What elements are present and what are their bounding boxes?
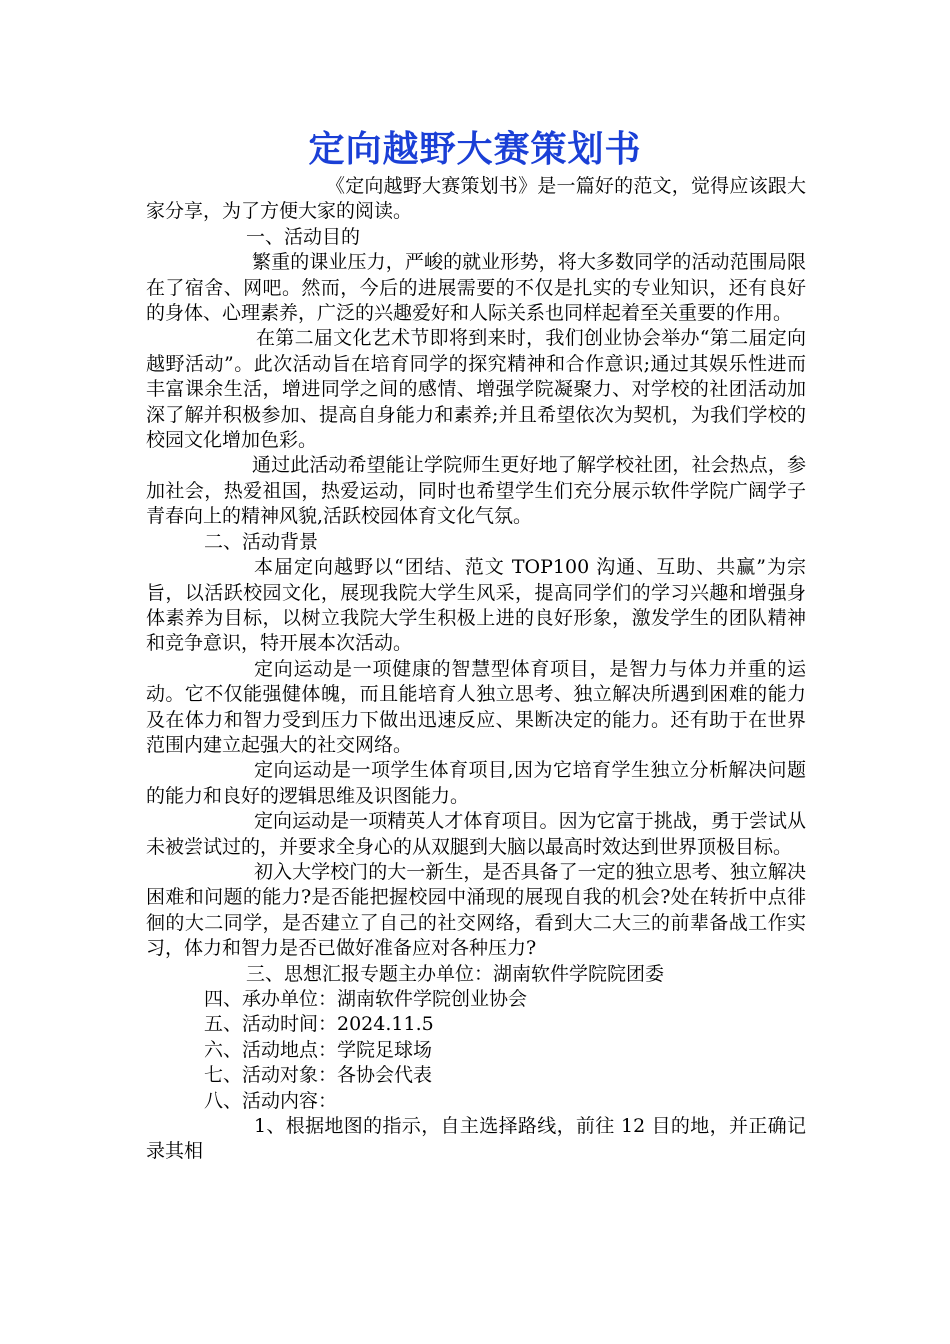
section-heading-purpose: 一、活动目的 <box>246 225 361 248</box>
intro-paragraph: 《定向越野大赛策划书》是一篇好的范文，觉得应该跟大家分享，为了方便大家的阅读。 <box>146 175 806 223</box>
document-title: 定向越野大赛策划书 <box>308 129 642 170</box>
section-event-location: 六、活动地点：学院足球场 <box>204 1038 433 1061</box>
section-organizer: 三、思想汇报专题主办单位：湖南软件学院院团委 <box>246 962 665 985</box>
content-item-1: 1、根据地图的指示，自主选择路线，前往 12 目的地，并正确记录其相 <box>146 1115 806 1163</box>
background-paragraph-1: 本届定向越野以“团结、范文 TOP100 沟通、互助、共赢”为宗旨，以活跃校园文化，展现我院大学生风采，提高同学们的学习兴趣和增强身体素养为目标，以树立我院大学生积极上进的良好形象，激发学生的团队精神和竞争意识，特开展本次活动。 <box>146 556 806 655</box>
background-paragraph-3: 定向运动是一项学生体育项目,因为它培育学生独立分析解决问题的能力和良好的逻辑思维及识图能力。 <box>146 759 806 807</box>
background-paragraph-5: 初入大学校门的大一新生，是否具备了一定的独立思考、独立解决困难和问题的能力?是否能把握校园中涌现的展现自我的机会?处在转折中点徘徊的大二同学，是否建立了自己的社交网络，看到大二大三的前辈备战工作实习，体力和智力是否已做好准备应对各种压力? <box>146 860 806 960</box>
purpose-paragraph-3: 通过此活动希望能让学院师生更好地了解学校社团，社会热点，参加社会，热爱祖国，热爱运动，同时也希望学生们充分展示软件学院广阔学子青春向上的精神风貌,活跃校园体育文化气氛。 <box>146 454 806 528</box>
section-heading-background: 二、活动背景 <box>204 530 319 553</box>
section-participants: 七、活动对象：各协会代表 <box>204 1064 433 1087</box>
section-event-time: 五、活动时间：2024.11.5 <box>204 1013 434 1036</box>
section-co-organizer: 四、承办单位：湖南软件学院创业协会 <box>204 988 528 1010</box>
purpose-paragraph-2: 在第二届文化艺术节即将到来时，我们创业协会举办“第二届定向越野活动”。此次活动旨在培育同学的探究精神和合作意识;通过其娱乐性进而丰富课余生活，增进同学之间的感情、增强学院凝聚力、对学校的社团活动加深了解并积极参加、提高自身能力和素养;并且希望依次为契机，为我们学校的校园文化增加色彩。 <box>146 327 806 452</box>
document-body <box>146 174 806 1165</box>
section-heading-content: 八、活动内容： <box>204 1089 338 1112</box>
background-paragraph-4: 定向运动是一项精英人才体育项目。因为它富于挑战，勇于尝试从未被尝试过的，并要求全身心的从双腿到大脑以最高时效达到世界顶极目标。 <box>146 810 806 858</box>
background-paragraph-2: 定向运动是一项健康的智慧型体育项目，是智力与体力并重的运动。它不仅能强健体魄，而且能培育人独立思考、独立解决所遇到困难的能力及在体力和智力受到压力下做出迅速反应、果断决定的能力。还有助于在世界范围内建立起强大的社交网络。 <box>146 657 806 756</box>
purpose-paragraph-1: 繁重的课业压力，严峻的就业形势，将大多数同学的活动范围局限在了宿舍、网吧。然而，今后的进展需要的不仅是扎实的专业知识，还有良好的身体、心理素养，广泛的兴趣爱好和人际关系也同样起着至关重要的作用。 <box>146 251 806 325</box>
